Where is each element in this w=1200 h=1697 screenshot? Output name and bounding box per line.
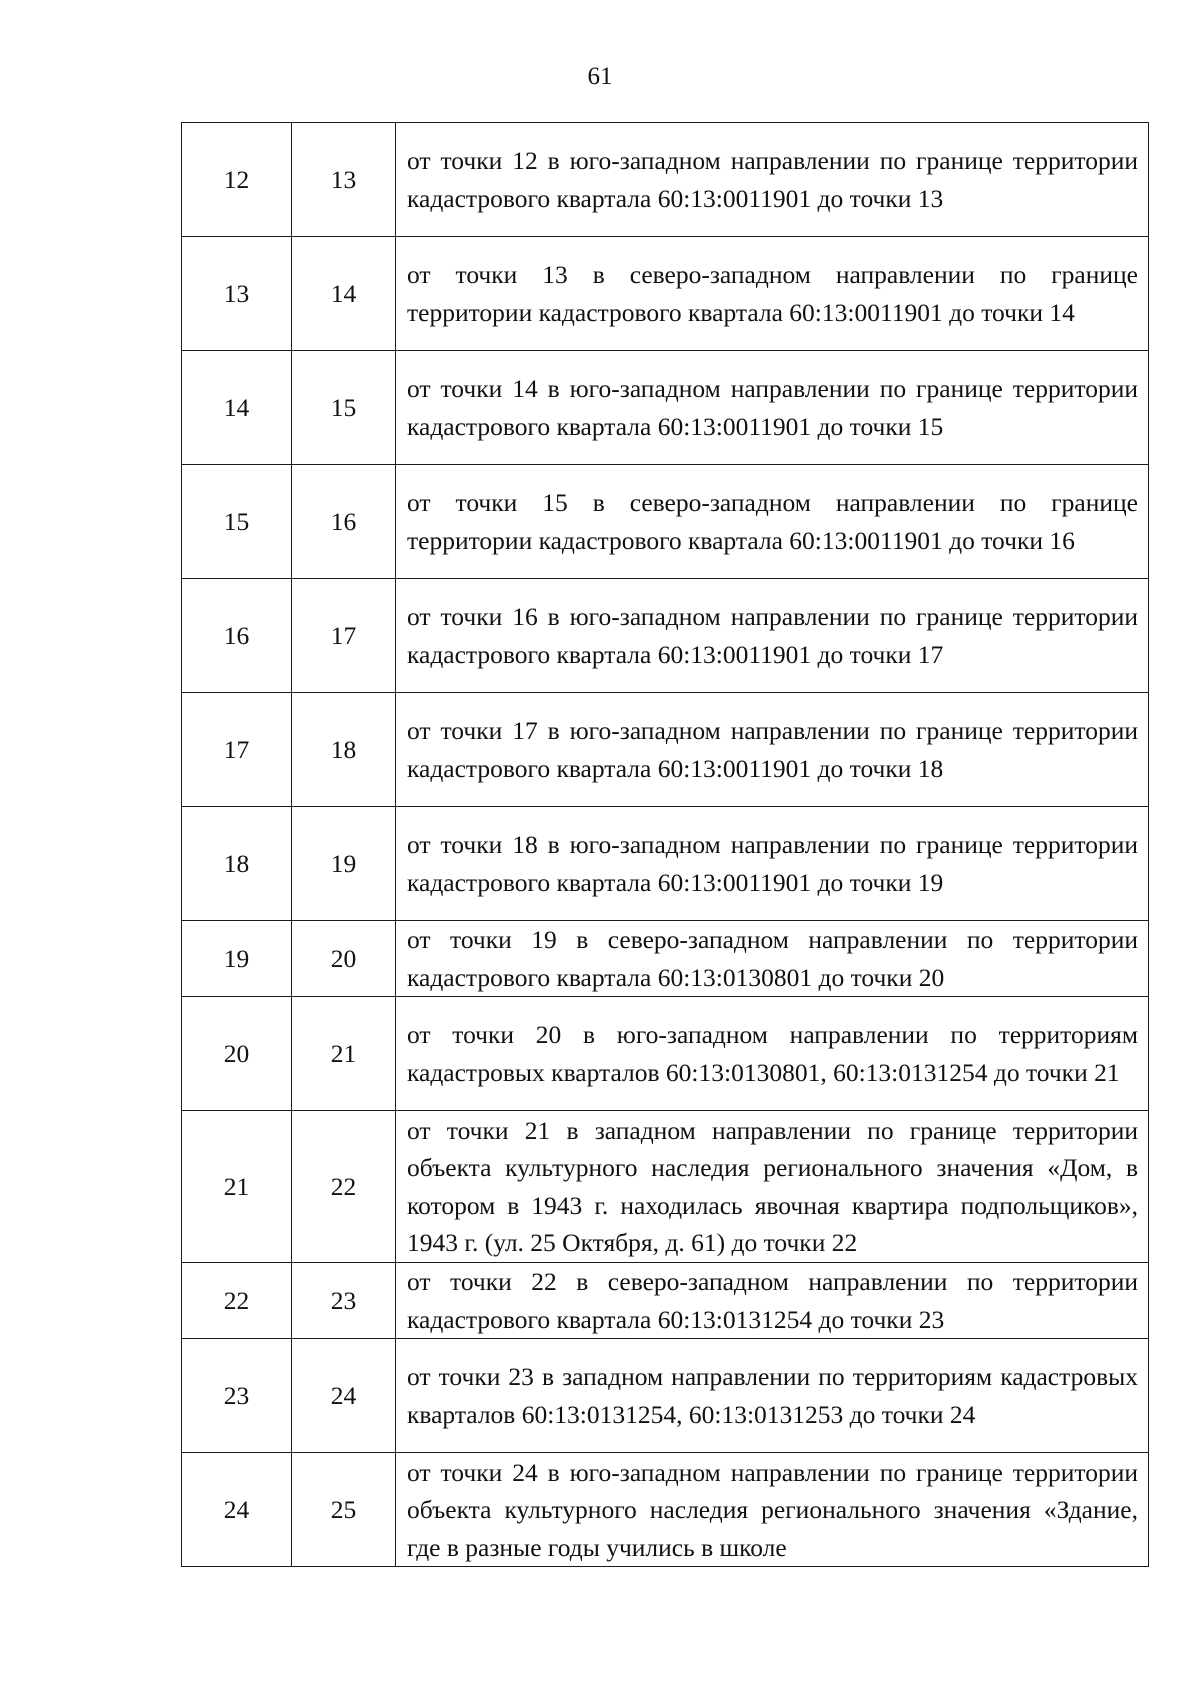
from-point-cell: 13 [182, 237, 292, 351]
from-point-cell: 17 [182, 693, 292, 807]
description-cell: от точки 15 в северо-западном направлении по границе территории кадастрового квартала 60:13:0011901 до точки 16 [396, 465, 1149, 579]
to-point-cell: 13 [292, 123, 396, 237]
description-cell: от точки 13 в северо-западном направлении по границе территории кадастрового квартала 60:13:0011901 до точки 14 [396, 237, 1149, 351]
description-cell: от точки 17 в юго-западном направлении по границе территории кадастрового квартала 60:13:0011901 до точки 18 [396, 693, 1149, 807]
to-point-cell: 21 [292, 997, 396, 1111]
to-point-cell: 17 [292, 579, 396, 693]
table-row [182, 693, 1149, 807]
from-point-cell: 24 [182, 1453, 292, 1567]
to-point-cell: 14 [292, 237, 396, 351]
from-point-cell: 20 [182, 997, 292, 1111]
table-row [182, 465, 1149, 579]
from-point-cell: 22 [182, 1263, 292, 1339]
table-row [182, 123, 1149, 237]
to-point-cell: 24 [292, 1339, 396, 1453]
table-row [182, 1339, 1149, 1453]
to-point-cell: 20 [292, 921, 396, 997]
table-row [182, 1263, 1149, 1339]
table-row [182, 237, 1149, 351]
table-row [182, 1111, 1149, 1263]
from-point-cell: 12 [182, 123, 292, 237]
to-point-cell: 15 [292, 351, 396, 465]
to-point-cell: 19 [292, 807, 396, 921]
description-cell: от точки 21 в западном направлении по границе территории объекта культурного наследия регионального значения «Дом, в котором в 1943 г. находилась явочная квартира подпольщиков», 1943 г. (ул. 25 Октября, д. 61) до точки 22 [396, 1111, 1149, 1263]
from-point-cell: 16 [182, 579, 292, 693]
description-text: от точки 24 в юго-западном направлении по границе территории объекта культурного наследия регионального значения «Здание, где в разные годы учились в школе [407, 1457, 1138, 1562]
table-row [182, 921, 1149, 997]
description-cell: от точки 22 в северо-западном направлении по территории кадастрового квартала 60:13:0131254 до точки 23 [396, 1263, 1149, 1339]
description-cell: от точки 20 в юго-западном направлении по территориям кадастровых кварталов 60:13:0130801, 60:13:0131254 до точки 21 [396, 997, 1149, 1111]
to-point-cell: 18 [292, 693, 396, 807]
from-point-cell: 19 [182, 921, 292, 997]
table-row [182, 579, 1149, 693]
to-point-cell: 23 [292, 1263, 396, 1339]
from-point-cell: 21 [182, 1111, 292, 1263]
description-cell: от точки 16 в юго-западном направлении по границе территории кадастрового квартала 60:13:0011901 до точки 17 [396, 579, 1149, 693]
table-row [182, 807, 1149, 921]
from-point-cell: 18 [182, 807, 292, 921]
description-cell: от точки 14 в юго-западном направлении по границе территории кадастрового квартала 60:13:0011901 до точки 15 [396, 351, 1149, 465]
from-point-cell: 23 [182, 1339, 292, 1453]
to-point-cell: 16 [292, 465, 396, 579]
description-cell [396, 1453, 1149, 1567]
table-row [182, 997, 1149, 1111]
table-row [182, 1453, 1149, 1567]
description-cell: от точки 18 в юго-западном направлении по границе территории кадастрового квартала 60:13:0011901 до точки 19 [396, 807, 1149, 921]
boundary-points-table [181, 122, 1149, 1567]
to-point-cell: 22 [292, 1111, 396, 1263]
description-cell: от точки 23 в западном направлении по территориям кадастровых кварталов 60:13:0131254, 60:13:0131253 до точки 24 [396, 1339, 1149, 1453]
description-cell: от точки 12 в юго-западном направлении по границе территории кадастрового квартала 60:13:0011901 до точки 13 [396, 123, 1149, 237]
description-cell: от точки 19 в северо-западном направлении по территории кадастрового квартала 60:13:0130801 до точки 20 [396, 921, 1149, 997]
from-point-cell: 15 [182, 465, 292, 579]
page-number: 61 [587, 63, 613, 90]
table-row [182, 351, 1149, 465]
to-point-cell: 25 [292, 1453, 396, 1567]
from-point-cell: 14 [182, 351, 292, 465]
